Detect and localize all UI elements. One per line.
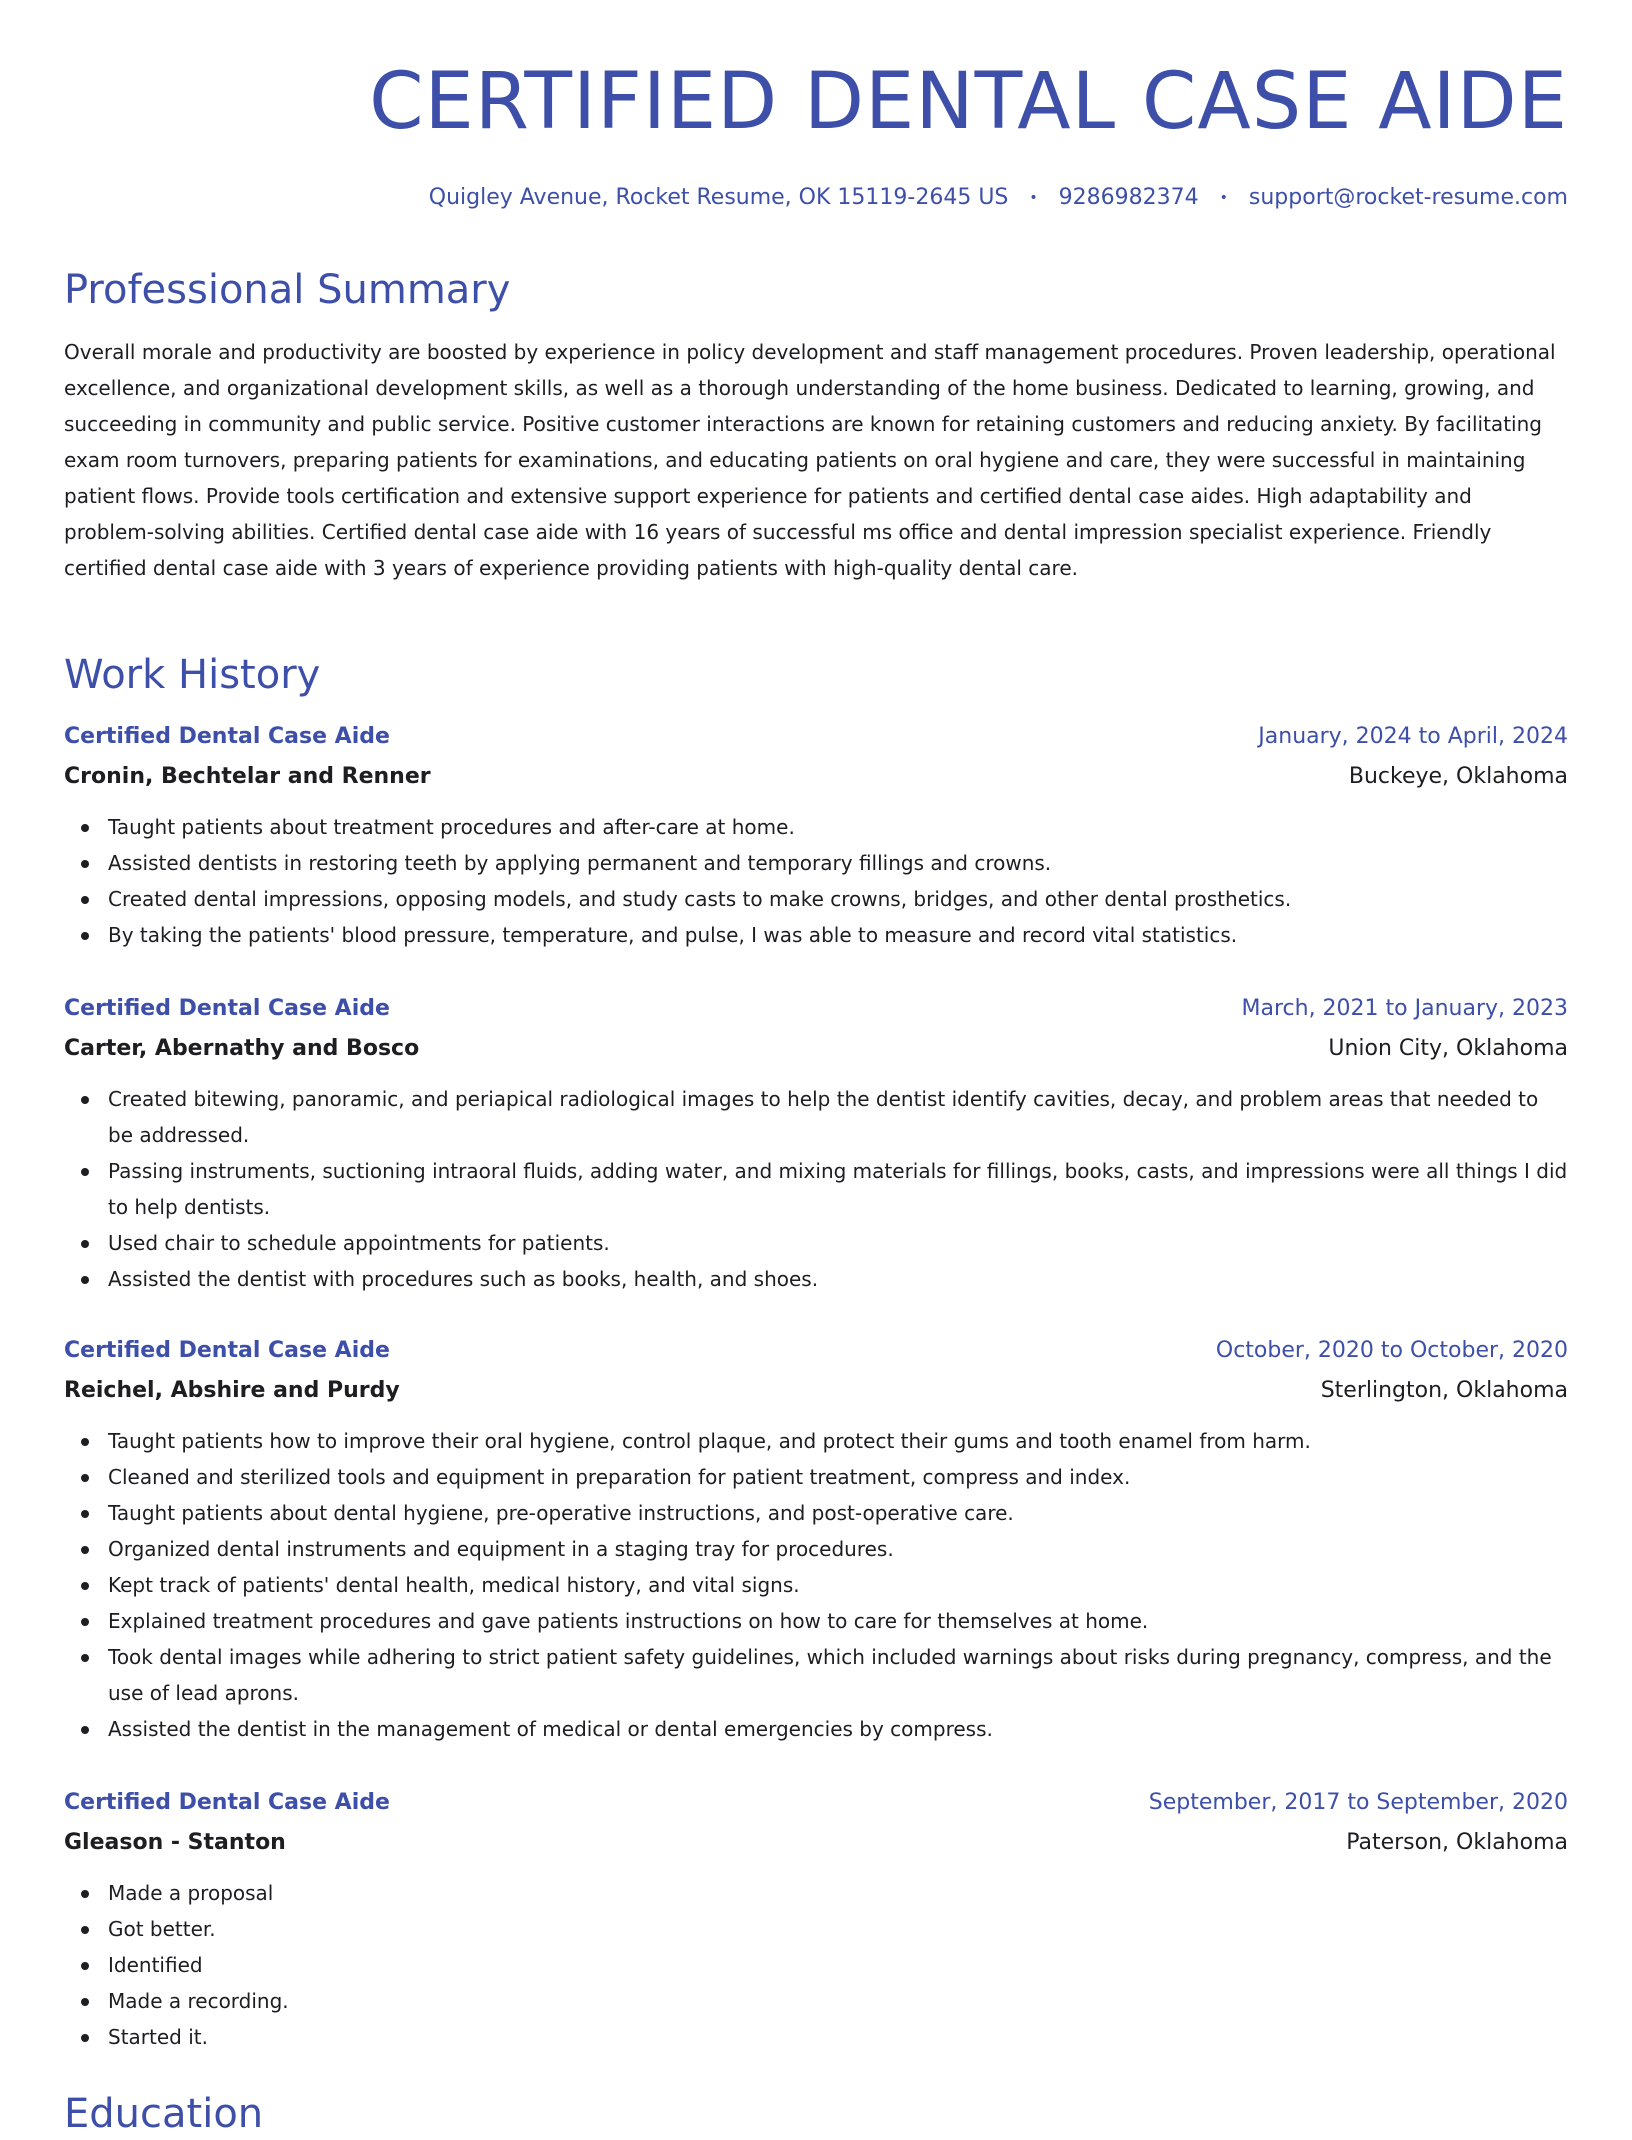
job-dates: March, 2021 to January, 2023 <box>1241 996 1568 1021</box>
bullet-item: Assisted dentists in restoring teeth by applying permanent and temporary fillings and crowns. <box>64 845 1568 881</box>
job-title: Certified Dental Case Aide <box>64 724 390 749</box>
job-entry <box>64 1783 1568 2055</box>
bullet-item: Taught patients about dental hygiene, pre-operative instructions, and post-operative care. <box>64 1495 1568 1531</box>
contact-separator: • <box>1219 190 1228 206</box>
job-company: Carter, Abernathy and Bosco <box>64 1036 420 1061</box>
bullet-item: Made a proposal <box>64 1875 1568 1911</box>
bullet-item: Got better. <box>64 1911 1568 1947</box>
job-location: Sterlington, Oklahoma <box>1320 1378 1568 1403</box>
bullet-item: By taking the patients' blood pressure, temperature, and pulse, I was able to measure and record vital statistics. <box>64 917 1568 953</box>
bullet-item: Taught patients about treatment procedures and after-care at home. <box>64 809 1568 845</box>
job-company: Reichel, Abshire and Purdy <box>64 1378 400 1403</box>
contact-address: Quigley Avenue, Rocket Resume, OK 15119-2645 US <box>428 185 1009 210</box>
resume-name: CERTIFIED DENTAL CASE AIDE <box>369 57 1568 147</box>
bullet-item: Started it. <box>64 2019 1568 2055</box>
bullet-item: Made a recording. <box>64 1983 1568 2019</box>
job-company: Gleason - Stanton <box>64 1830 286 1855</box>
job-location: Union City, Oklahoma <box>1328 1036 1568 1061</box>
job-bullets <box>64 1081 1568 1297</box>
job-dates: January, 2024 to April, 2024 <box>1258 724 1568 749</box>
bullet-item: Taught patients how to improve their oral hygiene, control plaque, and protect their gums and tooth enamel from harm. <box>64 1423 1568 1459</box>
bullet-item: Created dental impressions, opposing models, and study casts to make crowns, bridges, and other dental prosthetics. <box>64 881 1568 917</box>
contact-line <box>429 180 1568 216</box>
section-title-work-history: Work History <box>64 652 321 698</box>
summary-text: Overall morale and productivity are boosted by experience in policy development and staff management procedures. Proven leadership, operational excellence, and organizational development skills, as well as a thorough understanding of the home business. Dedicated to learning, growing, and succeeding in community and public service. Positive customer interactions are known for retaining customers and reducing anxiety. By facilitating exam room turnovers, preparing patients for examinations, and educating patients on oral hygiene and care, they were successful in maintaining patient flows. Provide tools certification and extensive support experience for patients and certified dental case aides. High adaptability and problem-solving abilities. Certified dental case aide with 16 years of successful ms office and dental impression specialist experience. Friendly certified dental case aide with 3 years of experience providing patients with high-quality dental care. <box>64 340 1556 580</box>
bullet-item: Created bitewing, panoramic, and periapical radiological images to help the dentist identify cavities, decay, and problem areas that needed to be addressed. <box>64 1081 1568 1153</box>
contact-separator: • <box>1029 190 1038 206</box>
job-dates: October, 2020 to October, 2020 <box>1215 1338 1568 1363</box>
job-title: Certified Dental Case Aide <box>64 1338 390 1363</box>
resume-page <box>64 0 1568 2137</box>
job-dates: September, 2017 to September, 2020 <box>1148 1790 1568 1815</box>
bullet-item: Assisted the dentist with procedures such as books, health, and shoes. <box>64 1261 1568 1297</box>
bullet-item: Assisted the dentist in the management of medical or dental emergencies by compress. <box>64 1711 1568 1747</box>
job-entry <box>64 1331 1568 1747</box>
job-title: Certified Dental Case Aide <box>64 996 390 1021</box>
section-title-summary: Professional Summary <box>64 267 511 313</box>
bullet-item: Identified <box>64 1947 1568 1983</box>
job-company: Cronin, Bechtelar and Renner <box>64 764 431 789</box>
contact-phone: 9286982374 <box>1058 185 1199 210</box>
bullet-item: Explained treatment procedures and gave patients instructions on how to care for themselves at home. <box>64 1603 1568 1639</box>
job-bullets <box>64 1423 1568 1747</box>
section-title-education: Education <box>64 2091 264 2137</box>
job-location: Buckeye, Oklahoma <box>1348 764 1568 789</box>
job-entry <box>64 989 1568 1297</box>
bullet-item: Passing instruments, suctioning intraoral fluids, adding water, and mixing materials for fillings, books, casts, and impressions were all things I did to help dentists. <box>64 1153 1568 1225</box>
bullet-item: Cleaned and sterilized tools and equipment in preparation for patient treatment, compress and index. <box>64 1459 1568 1495</box>
job-entry <box>64 717 1568 953</box>
bullet-item: Organized dental instruments and equipment in a staging tray for procedures. <box>64 1531 1568 1567</box>
job-bullets <box>64 809 1568 953</box>
bullet-item: Took dental images while adhering to strict patient safety guidelines, which included warnings about risks during pregnancy, compress, and the use of lead aprons. <box>64 1639 1568 1711</box>
bullet-item: Kept track of patients' dental health, medical history, and vital signs. <box>64 1567 1568 1603</box>
bullet-item: Used chair to schedule appointments for patients. <box>64 1225 1568 1261</box>
contact-email: support@rocket-resume.com <box>1248 185 1568 210</box>
job-bullets <box>64 1875 1568 2055</box>
job-location: Paterson, Oklahoma <box>1346 1830 1568 1855</box>
job-title: Certified Dental Case Aide <box>64 1790 390 1815</box>
